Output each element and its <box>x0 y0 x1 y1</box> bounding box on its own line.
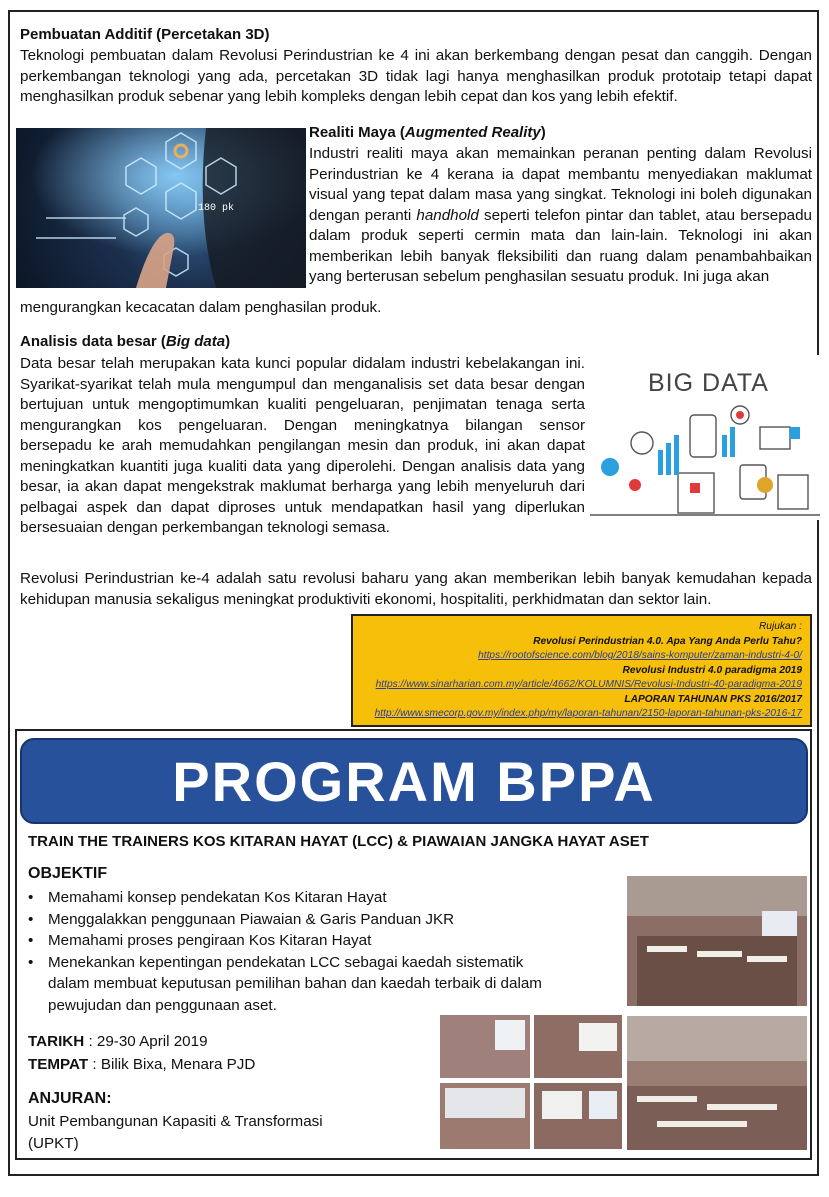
ar-body: Industri realiti maya akan memainkan peranan penting dalam Revolusi Perindustrian ke 4 kerana ia dapat membantu menyediakan maklumat visual yang tepat dalam masa yang singkat. Teknologi ini boleh digunakan dengan peranti handhold seperti telefon pintar dan tablet, atau bersepadu dalam produk seperti cermin mata dan lain-lain. Teknologi ini akan memberikan lebih banyak fleksibiliti dan ruang dalam penambahbaikan yang berterusan sebelum penghasilan sesuatu produk. Ini juga akan <box>309 145 812 285</box>
training-photo-small-1 <box>440 1015 530 1078</box>
objective-list <box>28 887 548 1016</box>
program-banner <box>20 738 808 824</box>
conclusion-text: Revolusi Perindustrian ke-4 adalah satu revolusi baharu yang akan memberikan lebih banyak kemudahan kepada kehidupan manusia sekaligus meningkat produktiviti ekonomi, hospitaliti, perkhidmatan dan sektor lain. <box>20 570 812 608</box>
augmented-reality-image <box>16 128 306 288</box>
reference-title-2: Revolusi Industri 4.0 paradigma 2019 <box>622 664 802 676</box>
ar-image-readout: 180 pk <box>198 203 235 214</box>
objective-item: • Menekankan kepentingan pendekatan LCC sebagai kaedah sistematik dalam membuat keputusan pemilihan bahan dan kaedah terbaik di dalam pewujudan dan penggunaan aset. <box>28 952 548 1017</box>
training-photo-small-3 <box>440 1083 530 1149</box>
big-data-title: BIG DATA <box>648 369 769 397</box>
reference-title-1: Revolusi Perindustrian 4.0. Apa Yang Anda Perlu Tahu? <box>533 635 802 647</box>
training-photo-large-top <box>627 876 807 1006</box>
objective-heading: OBJEKTIF <box>28 865 108 882</box>
objective-item: • Memahami proses pengiraan Kos Kitaran Hayat <box>28 930 548 952</box>
ar-body-last-line: mengurangkan kecacatan dalam penghasilan produk. <box>20 299 382 316</box>
training-photo-small-2 <box>534 1015 622 1078</box>
organizer-heading: ANJURAN: <box>28 1090 112 1107</box>
organizer-line1: Unit Pembangunan Kapasiti & Transformasi <box>28 1113 323 1130</box>
ar-heading: Realiti Maya (Augmented Reality) <box>309 124 546 141</box>
objective-item: • Memahami konsep pendekatan Kos Kitaran Hayat <box>28 887 548 909</box>
training-photo-large-bottom <box>627 1016 807 1150</box>
organizer-line2: (UPKT) <box>28 1135 79 1152</box>
program-banner-title: PROGRAM BPPA <box>172 749 656 813</box>
big-data-illustration <box>590 355 820 520</box>
program-date: TARIKH : 29-30 April 2019 <box>28 1033 208 1050</box>
reference-title-3: LAPORAN TAHUNAN PKS 2016/2017 <box>624 693 802 705</box>
reference-link-3[interactable]: http://www.smecorp.gov.my/index.php/my/laporan-tahunan/2150-laporan-tahunan-pks-2016-17 <box>374 708 802 719</box>
program-subtitle: TRAIN THE TRAINERS KOS KITARAN HAYAT (LCC) & PIAWAIAN JANGKA HAYAT ASET <box>28 833 649 850</box>
additive-body: Teknologi pembuatan dalam Revolusi Perindustrian ke 4 ini akan berkembang dengan pesat dan canggih. Dengan perkembangan teknologi yang ada, percetakan 3D tidak lagi hanya menghasilkan produk prototaip tetapi dapat menghasilkan produk sebenar yang lebih kompleks dengan lebih cepat dan kos yang lebih efektif. <box>20 47 812 105</box>
training-photo-small-4 <box>534 1083 622 1149</box>
reference-link-2[interactable]: https://www.sinarharian.com.my/article/4662/KOLUMNIS/Revolusi-Industri-40-paradigma-2019 <box>375 679 802 690</box>
reference-link-1[interactable]: https://rootofscience.com/blog/2018/sains-komputer/zaman-industri-4-0/ <box>478 650 802 661</box>
objective-item: • Menggalakkan penggunaan Piawaian & Garis Panduan JKR <box>28 909 548 931</box>
additive-heading: Pembuatan Additif (Percetakan 3D) <box>20 26 270 43</box>
bigdata-heading: Analisis data besar (Big data) <box>20 333 231 350</box>
references-box <box>351 614 812 727</box>
bigdata-body: Data besar telah merupakan kata kunci popular didalam industri kebelakangan ini. Syarikat-syarikat telah mula mengumpul dan menganalisis set data besar dengan bertujuan untuk mengoptimumkan kualiti pengeluaran, penjimatan tenaga serta mengurangkan kos pengeluaran. Dengan meningkatnya bilangan sensor bersepadu ke arah memudahkan pengilangan mesin dan produk, ini akan dapat meningkatkan kuantiti juga kualiti data yang diperolehi. Dengan analisis data yang besar, ia akan dapat mengekstrak maklumat berharga yang lebih menyeluruh dari pelbagai aspek dan dapat diproses untuk mendapatkan hasil yang diperlukan bersesuaian dengan perkembangan teknologi semasa. <box>20 355 585 536</box>
references-label: Rujukan : <box>758 621 802 632</box>
program-venue: TEMPAT : Bilik Bixa, Menara PJD <box>28 1056 256 1073</box>
